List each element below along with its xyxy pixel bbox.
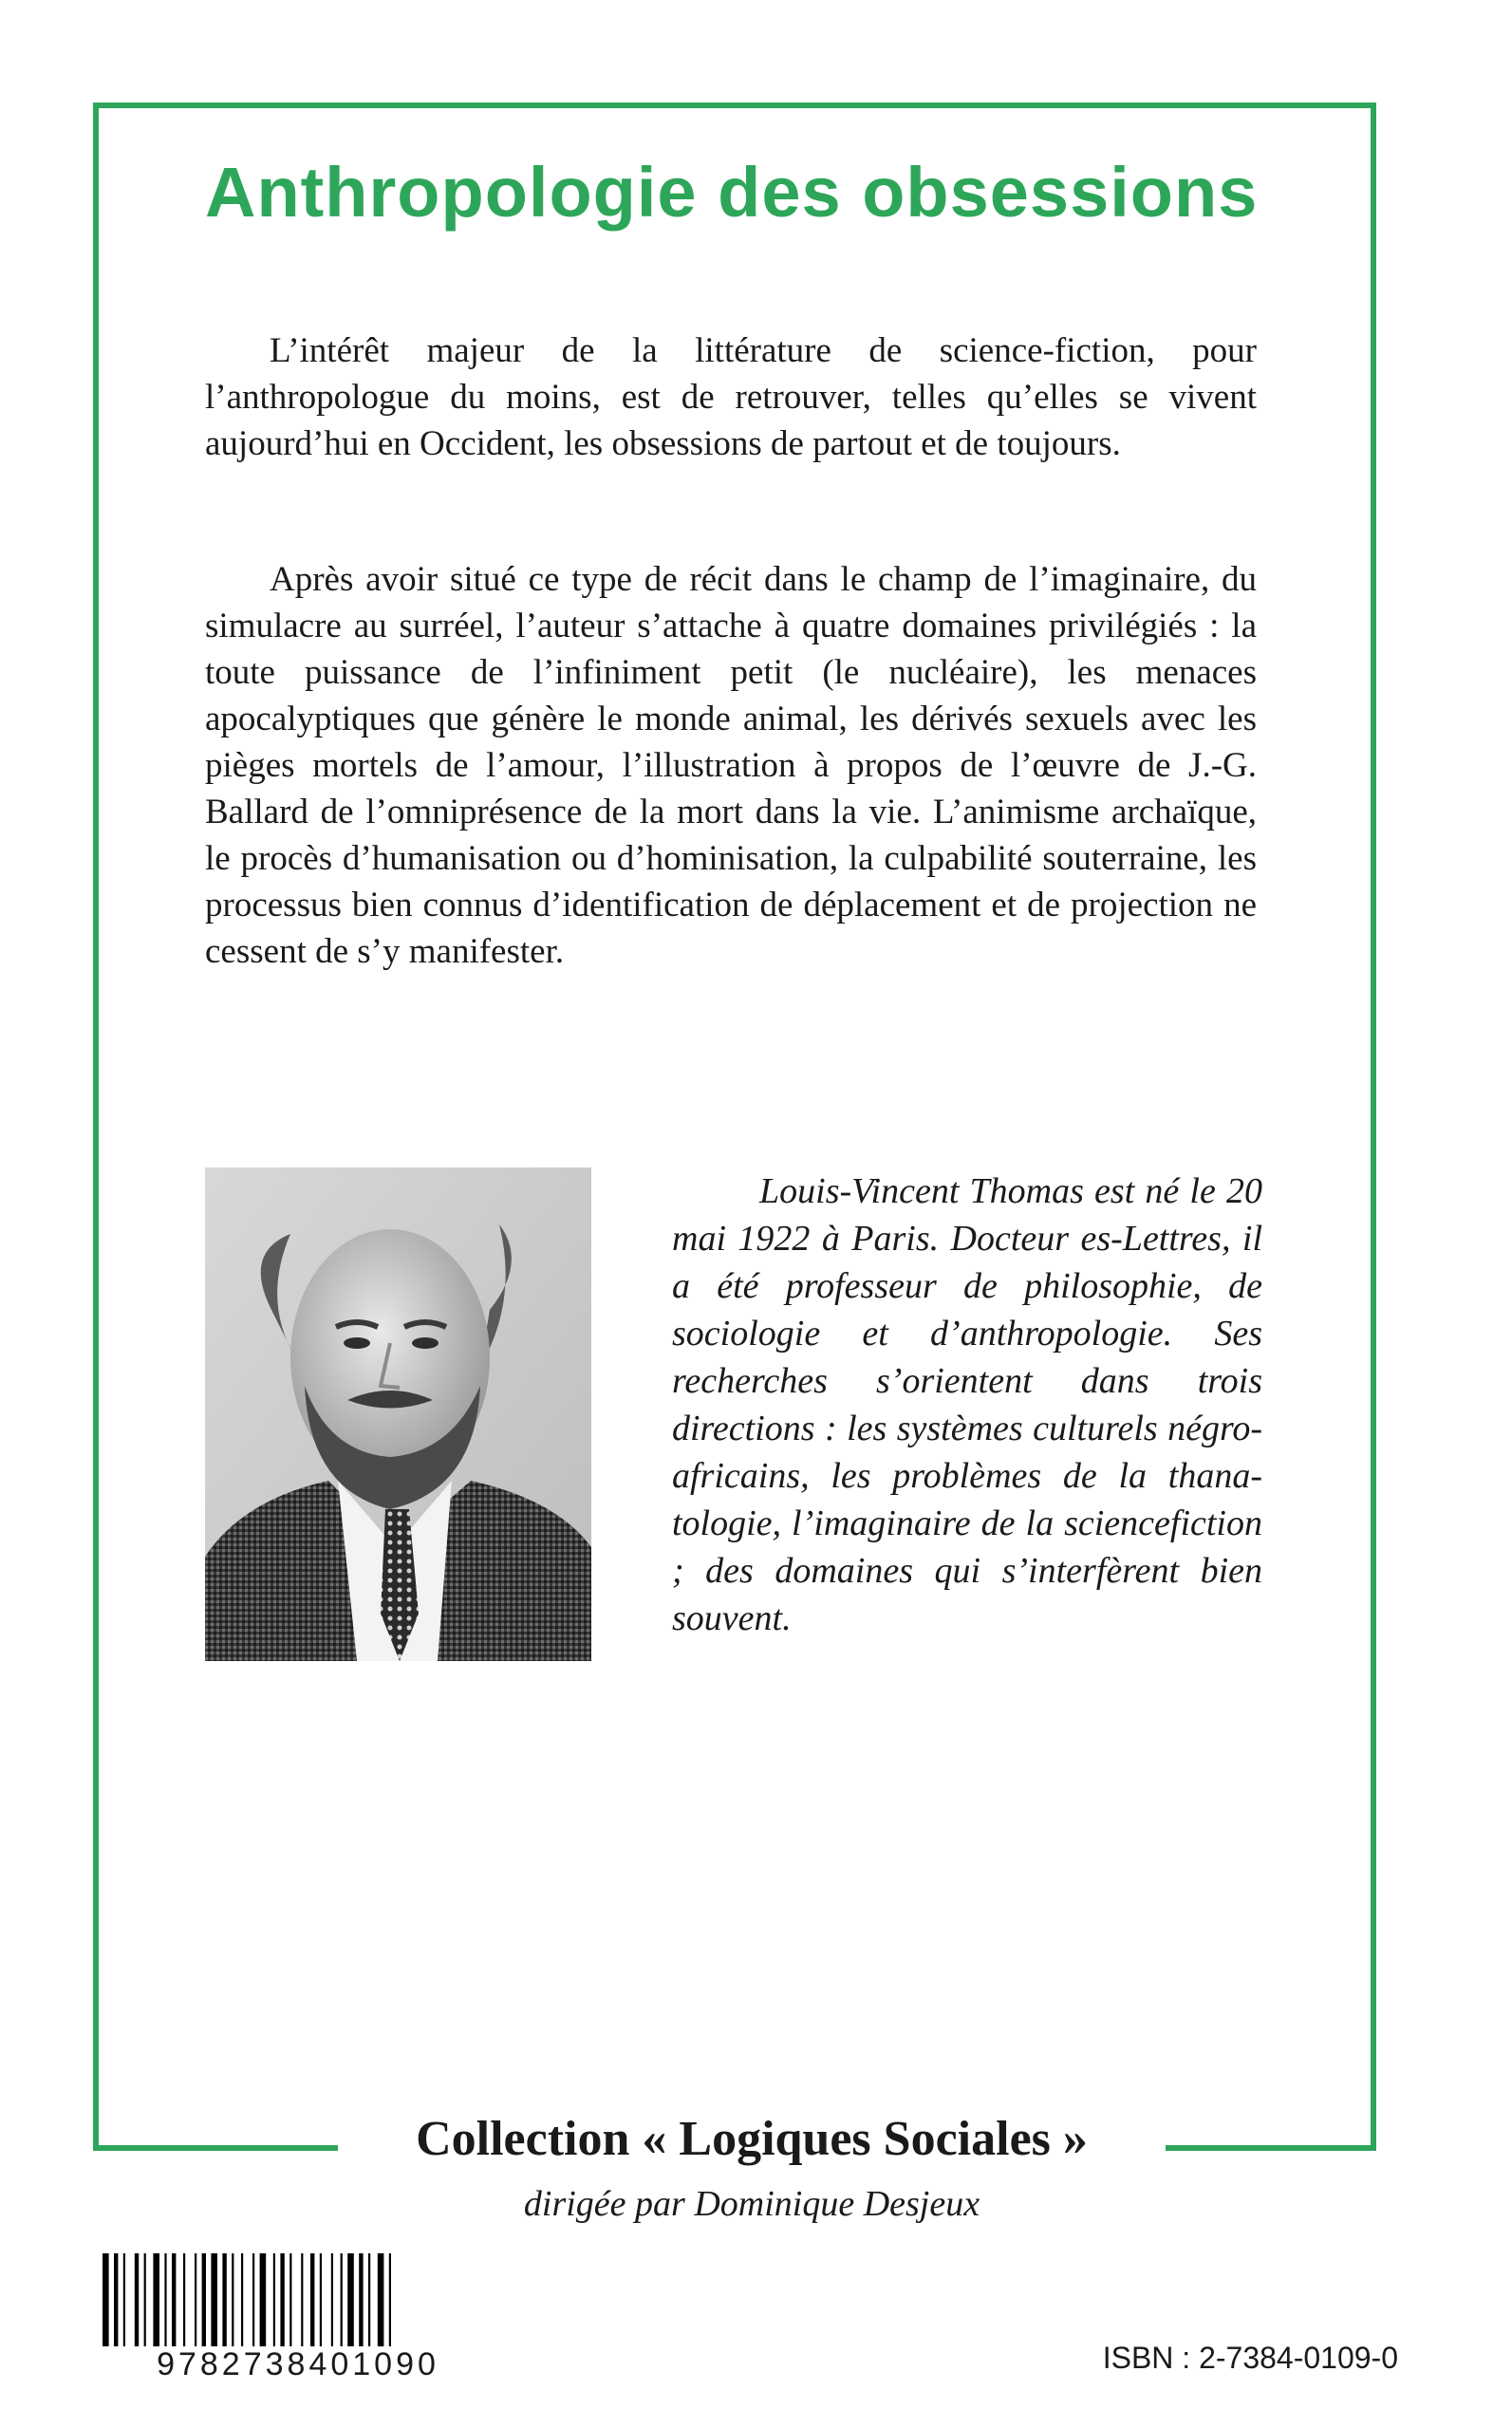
frame-left [93, 103, 99, 2151]
author-photo [205, 1167, 591, 1661]
collection-director: dirigée par Dominique Desjeux [523, 2184, 980, 2224]
collection-title: Collection « Logiques Sociales » [416, 2112, 1088, 2166]
barcode-digits: 9782738401090 [99, 2346, 497, 2383]
book-title: Anthropologie des obsessions [205, 153, 1259, 232]
frame-top [93, 103, 1376, 108]
frame-bottom-right [1166, 2145, 1376, 2151]
frame-right [1371, 103, 1376, 2151]
isbn: ISBN : 2-7384-0109-0 [1102, 2341, 1398, 2375]
frame-bottom-left [93, 2145, 338, 2151]
author-bio: Louis-Vincent Thomas est né le 20 mai 1922 à Paris. Docteur es-Lettres, il a été professeur de philosophie, de sociologie et d’anthropologie. Ses recherches s’orientent dans trois directions : les systèmes culturels négro-africains, les problèmes de la thanatologie, l’imaginaire de la sciencefiction ; des domaines qui s’interfèrent bien souvent. [672, 1171, 1262, 1638]
summary-paragraph-2: Après avoir situé ce type de récit dans le champ de l’imaginaire, du simulacre au surréel, l’auteur s’attache à quatre domaines privilégiés : la toute puissance de l’infiniment petit (le nucléaire), les menaces apocalyptiques que génère le monde animal, les dérivés sexuels avec les pièges mortels de l’amour, l’illustration à propos de l’œuvre de J.-G. Ballard de l’omniprésence de la mort dans la vie. L’animisme archaïque, le procès d’humanisation ou d’hominisation, la culpabilité souterraine, les processus bien connus d’identification de déplacement et de projection ne cessent de s’y manifester. [205, 560, 1257, 971]
summary-paragraph-1: L’intérêt majeur de la littérature de science-fiction, pour l’anthropologue du moins, est de retrouver, telles qu’elles se vivent aujourd’hui en Occident, les obsessions de partout et de toujours. [205, 331, 1257, 463]
